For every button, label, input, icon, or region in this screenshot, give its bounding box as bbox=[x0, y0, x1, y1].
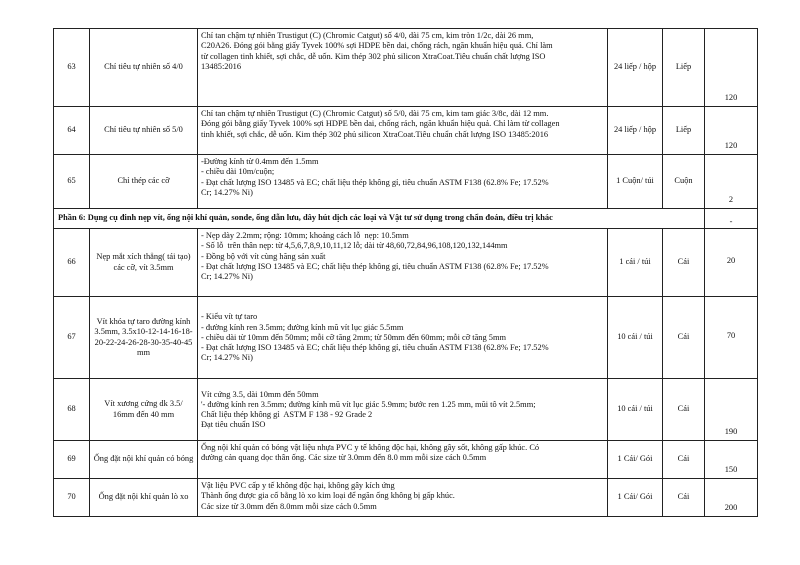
quantity: 70 bbox=[705, 297, 758, 379]
supply-table bbox=[53, 28, 758, 517]
description-line: Chỉ tan chậm tự nhiên Trustigut (C) (Chromic Catgut) số 5/0, dài 75 cm, kim tam giác 3/8c, dài 12 mm. bbox=[201, 109, 549, 118]
description-line: - Số lỗ trên thân nẹp: từ 4,5,6,7,8,9,10,11,12 lỗ; dài từ 48,60,72,84,96,108,120,132,144mm bbox=[201, 241, 508, 251]
item-description bbox=[198, 29, 608, 107]
description-line: Ống nội khí quản có bóng vật liệu nhựa PVC y tế không độc hại, không gây sốt, không gấp khúc. Có bbox=[201, 443, 540, 452]
description-line: - chiều dài 10m/cuộn; bbox=[201, 167, 275, 177]
item-name: Vít xương cứng dk 3.5/ 16mm đến 40 mm bbox=[90, 379, 198, 441]
packaging: 10 cái / túi bbox=[608, 379, 663, 441]
section-title: Phần 6: Dụng cụ đinh nẹp vít, ống nội khí quản, sonde, ống dẫn lưu, dây hút dịch các loại và Vật tư sử dụng trong chẩn đoán, điều trị khác bbox=[54, 209, 705, 229]
table-row bbox=[54, 297, 758, 379]
table-row bbox=[54, 229, 758, 297]
item-description bbox=[198, 441, 608, 479]
description-line: - Đạt chất lượng ISO 13485 và EC; chất liệu thép không gỉ, tiêu chuẩn ASTM F138 (62.8% Fe; 17.52% bbox=[201, 343, 549, 353]
item-name: Ống đặt nội khí quản lò xo bbox=[90, 479, 198, 517]
table-row bbox=[54, 155, 758, 209]
description-line: 13485:2016 bbox=[201, 61, 242, 71]
item-description bbox=[198, 229, 608, 297]
description-line: Vít cứng 3.5, dài 10mm đến 50mm bbox=[201, 389, 319, 399]
description-line: Chỉ tan chậm tự nhiên Trustigut (C) (Chromic Catgut) số 4/0, dài 75 cm, kim tròn 1/2c, dài 26 mm, bbox=[201, 31, 534, 40]
description-line: - Đạt chất lượng ISO 13485 và EC; chất liệu thép không gỉ, tiêu chuẩn ASTM F138 (62.8% Fe; 17.52% bbox=[201, 261, 549, 271]
item-name: Nẹp mắt xích thẳng( tái tạo) các cỡ, vít 3.5mm bbox=[90, 229, 198, 297]
item-description bbox=[198, 479, 608, 517]
unit: Cuộn bbox=[663, 155, 705, 209]
table-row bbox=[54, 479, 758, 517]
row-number: 68 bbox=[54, 379, 90, 441]
table-row bbox=[54, 29, 758, 107]
table-row bbox=[54, 441, 758, 479]
item-description bbox=[198, 379, 608, 441]
packaging: 24 liếp / hộp bbox=[608, 29, 663, 107]
description-line: Thành ống được gia cố bằng lò xo kim loại để ngăn ống không bị gấp khúc. bbox=[201, 491, 455, 501]
quantity: 200 bbox=[705, 479, 758, 517]
unit: Liếp bbox=[663, 29, 705, 107]
description-line: '- đường kính ren 3.5mm; đường kính mũ vít lục giác 5.9mm; bước ren 1.25 mm, mũi tô vít 2.5mm; bbox=[201, 399, 536, 409]
row-number: 65 bbox=[54, 155, 90, 209]
packaging: 10 cái / túi bbox=[608, 297, 663, 379]
item-description bbox=[198, 107, 608, 155]
table-row bbox=[54, 107, 758, 155]
description-line: - Đồng bộ với vít cùng hãng sản xuất bbox=[201, 251, 326, 261]
description-line: - đường kính ren 3.5mm; đường kính mũ vít lục giác 5.5mm bbox=[201, 322, 404, 332]
description-line: Các size từ 3.0mm đến 8.0mm mỗi size cách 0.5mm bbox=[201, 501, 377, 511]
quantity: 120 bbox=[705, 107, 758, 155]
item-name: Vít khóa tự taro đường kính 3.5mm, 3.5x10-12-14-16-18-20-22-24-26-28-30-35-40-45 mm bbox=[90, 297, 198, 379]
packaging: 1 cái / túi bbox=[608, 229, 663, 297]
description-line: Cr; 14.27% Ni) bbox=[201, 353, 253, 363]
description-line: Đạt tiêu chuẩn ISO bbox=[201, 420, 266, 430]
quantity: 20 bbox=[705, 229, 758, 297]
item-name: Ống đặt nội khí quản có bóng bbox=[90, 441, 198, 479]
quantity: 190 bbox=[705, 379, 758, 441]
description-line: C20A26. Đóng gói bằng giấy Tyvek 100% sợi HDPE bền dai, chống rách, ngăn khuẩn hiệu quả. Chỉ làm bbox=[201, 41, 553, 51]
item-name: Chỉ tiêu tự nhiên số 5/0 bbox=[90, 107, 198, 155]
description-line: - Kiểu vít tự taro bbox=[201, 312, 258, 322]
packaging: 24 liếp / hộp bbox=[608, 107, 663, 155]
packaging: 1 Cái/ Gói bbox=[608, 479, 663, 517]
description-line: đường cản quang dọc thân ống. Các size từ 3.0mm đến 8.0 mm mỗi size cách 0.5mm bbox=[201, 453, 487, 463]
description-line: từ collagen tinh khiết, sợi chắc, dễ uốn. Kim thép 302 phủ silicon XtraCoat.Tiêu chuẩn chất lượng ISO bbox=[201, 51, 546, 61]
packaging: 1 Cái/ Gói bbox=[608, 441, 663, 479]
row-number: 64 bbox=[54, 107, 90, 155]
unit: Cái bbox=[663, 441, 705, 479]
item-description bbox=[198, 155, 608, 209]
unit: Cái bbox=[663, 229, 705, 297]
item-description bbox=[198, 297, 608, 379]
quantity: 2 bbox=[705, 155, 758, 209]
row-number: 63 bbox=[54, 29, 90, 107]
row-number: 66 bbox=[54, 229, 90, 297]
description-line: tinh khiết, sợi chắc, dễ uốn. Kim thép 302 phủ silicon XtraCoat.Tiêu chuẩn chất lượng ISO 13485:2016 bbox=[201, 129, 549, 139]
description-line: Vật liệu PVC cấp y tế không độc hại, không gây kích ứng bbox=[201, 481, 395, 490]
table-row bbox=[54, 379, 758, 441]
unit: Cái bbox=[663, 479, 705, 517]
unit: Cái bbox=[663, 297, 705, 379]
description-line: - chiều dài từ 10mm đến 50mm; mỗi cỡ tăng 2mm; từ 50mm đến 60mm; mỗi cỡ tăng 5mm bbox=[201, 332, 506, 342]
unit: Liếp bbox=[663, 107, 705, 155]
description-line: - Đạt chất lượng ISO 13485 và EC; chất liệu thép không gỉ, tiêu chuẩn ASTM F138 (62.8% Fe; 17.52% bbox=[201, 177, 549, 187]
section-quantity: - bbox=[705, 209, 758, 229]
quantity: 150 bbox=[705, 441, 758, 479]
description-line: Cr; 14.27% Ni) bbox=[201, 272, 253, 281]
description-line: -Đường kính từ 0.4mm đến 1.5mm bbox=[201, 157, 319, 166]
section-header-row bbox=[54, 209, 758, 229]
description-line: Chất liệu thép không gỉ ASTM F 138 - 92 Grade 2 bbox=[201, 410, 373, 419]
description-line: - Nẹp dày 2.2mm; rộng: 10mm; khoảng cách lỗ nẹp: 10.5mm bbox=[201, 231, 409, 240]
quantity: 120 bbox=[705, 29, 758, 107]
unit: Cái bbox=[663, 379, 705, 441]
item-name: Chỉ thép các cỡ bbox=[90, 155, 198, 209]
item-name: Chỉ tiêu tự nhiên số 4/0 bbox=[90, 29, 198, 107]
packaging: 1 Cuộn/ túi bbox=[608, 155, 663, 209]
description-line: Đóng gói bằng giấy Tyvek 100% sợi HDPE bền dai, chống rách, ngăn khuẩn hiệu quả. Chỉ làm từ collagen bbox=[201, 119, 560, 129]
description-line: Cr; 14.27% Ni) bbox=[201, 187, 253, 197]
row-number: 70 bbox=[54, 479, 90, 517]
row-number: 69 bbox=[54, 441, 90, 479]
row-number: 67 bbox=[54, 297, 90, 379]
